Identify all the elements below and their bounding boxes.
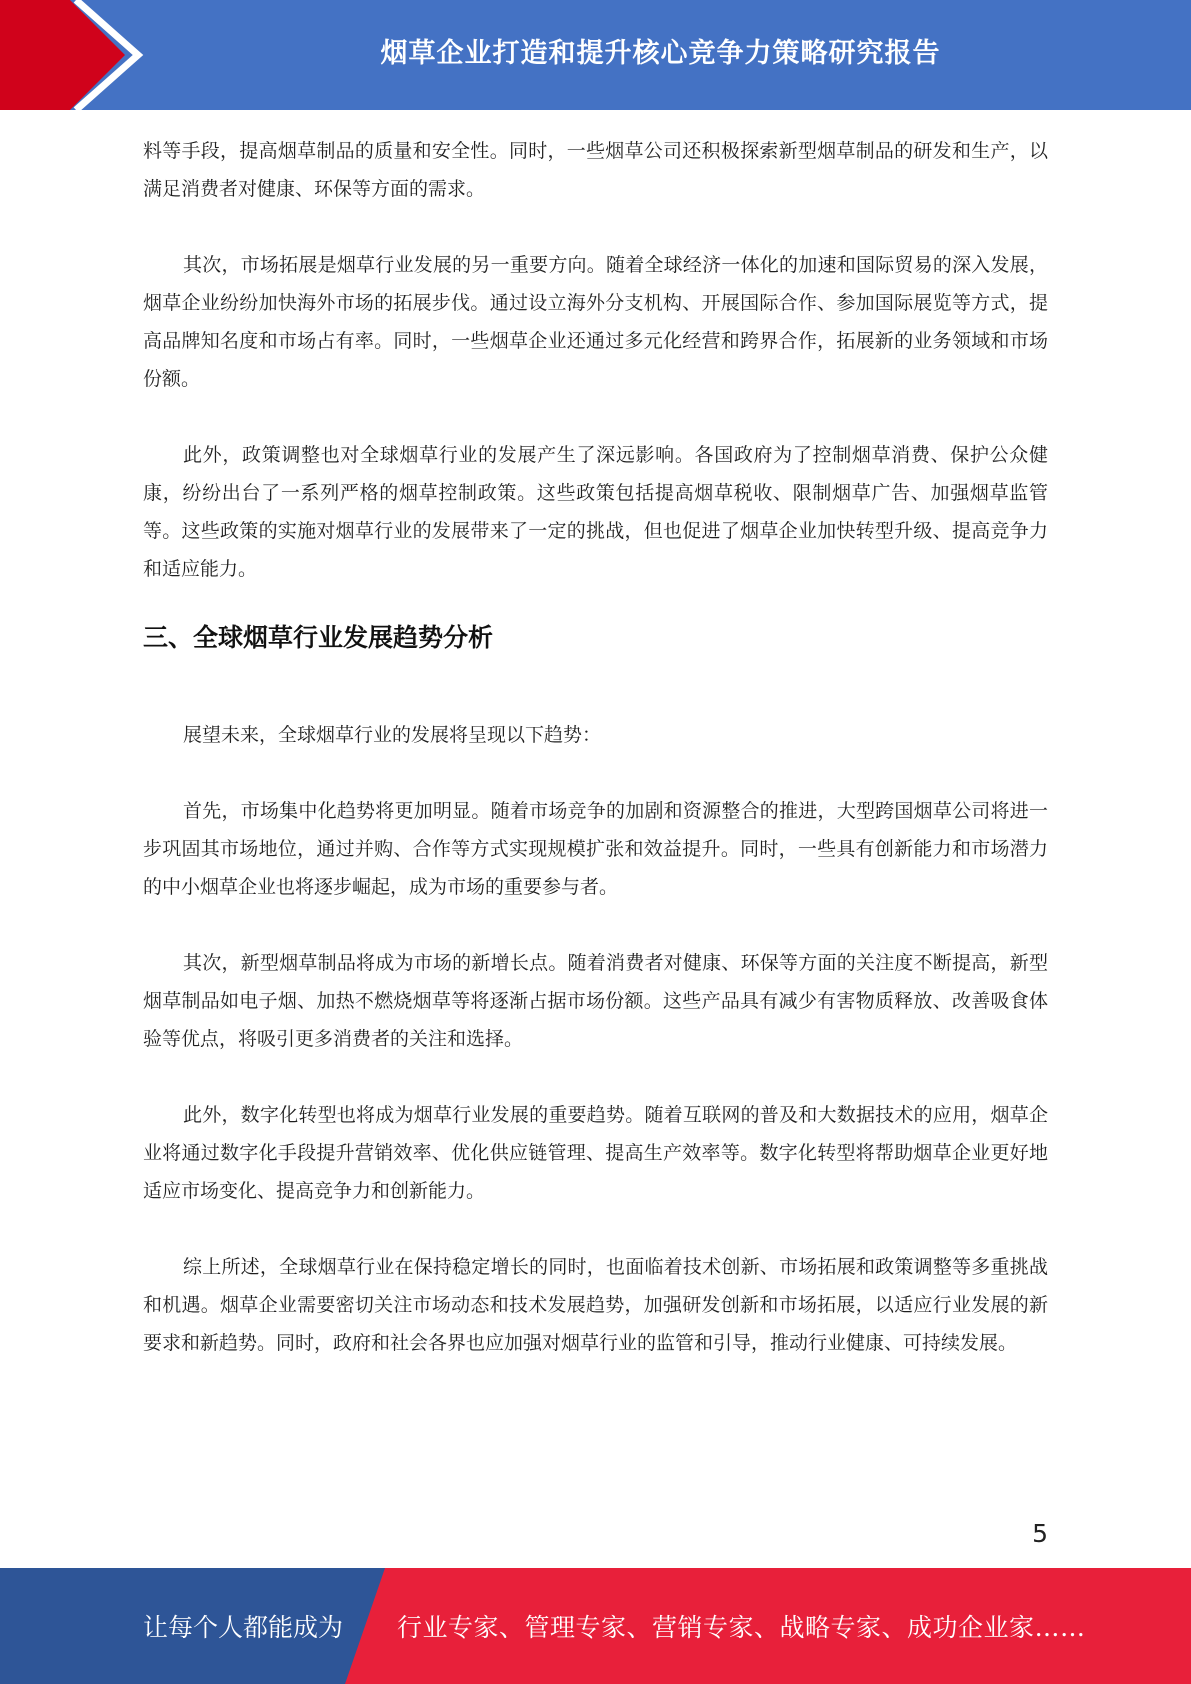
page-header-banner xyxy=(0,0,1191,110)
body-paragraph: 展望未来，全球烟草行业的发展将呈现以下趋势： xyxy=(183,724,602,746)
page-number: 5 xyxy=(1032,1519,1048,1548)
report-title: 烟草企业打造和提升核心竞争力策略研究报告 xyxy=(380,37,941,69)
body-paragraph: 综上所述，全球烟草行业在保持稳定增长的同时，也面临着技术创新、市场拓展和政策调整等多重挑战和机遇。烟草企业需要密切关注市场动态和技术发展趋势，加强研发创新和市场拓展，以适应行业发展的新要求和新趋势。同时，政府和社会各界也应加强对烟草行业的监管和引导，推动行业健康、可持续发展。 xyxy=(143,1256,1048,1354)
footer-slogan-left: 让每个人都能成为 xyxy=(143,1613,344,1642)
document-body xyxy=(143,132,1048,1362)
section-heading: 三、全球烟草行业发展趋势分析 xyxy=(143,623,494,652)
body-paragraph: 此外，数字化转型也将成为烟草行业发展的重要趋势。随着互联网的普及和大数据技术的应用，烟草企业将通过数字化手段提升营销效率、优化供应链管理、提高生产效率等。数字化转型将帮助烟草企业更好地适应市场变化、提高竞争力和创新能力。 xyxy=(143,1104,1048,1202)
body-paragraph: 其次，市场拓展是烟草行业发展的另一重要方向。随着全球经济一体化的加速和国际贸易的深入发展，烟草企业纷纷加快海外市场的拓展步伐。通过设立海外分支机构、开展国际合作、参加国际展览等方式，提高品牌知名度和市场占有率。同时，一些烟草企业还通过多元化经营和跨界合作，拓展新的业务领域和市场份额。 xyxy=(143,254,1048,390)
body-paragraph: 料等手段，提高烟草制品的质量和安全性。同时，一些烟草公司还积极探索新型烟草制品的研发和生产，以满足消费者对健康、环保等方面的需求。 xyxy=(143,140,1048,200)
body-paragraph: 其次，新型烟草制品将成为市场的新增长点。随着消费者对健康、环保等方面的关注度不断提高，新型烟草制品如电子烟、加热不燃烧烟草等将逐渐占据市场份额。这些产品具有减少有害物质释放、改善吸食体验等优点，将吸引更多消费者的关注和选择。 xyxy=(143,952,1048,1050)
body-paragraph: 此外，政策调整也对全球烟草行业的发展产生了深远影响。各国政府为了控制烟草消费、保护公众健康，纷纷出台了一系列严格的烟草控制政策。这些政策包括提高烟草税收、限制烟草广告、加强烟草监管等。这些政策的实施对烟草行业的发展带来了一定的挑战，但也促进了烟草企业加快转型升级、提高竞争力和适应能力。 xyxy=(143,444,1048,580)
page-footer-banner xyxy=(0,1568,1191,1684)
body-paragraph: 首先，市场集中化趋势将更加明显。随着市场竞争的加剧和资源整合的推进，大型跨国烟草公司将进一步巩固其市场地位，通过并购、合作等方式实现规模扩张和效益提升。同时，一些具有创新能力和市场潜力的中小烟草企业也将逐步崛起，成为市场的重要参与者。 xyxy=(143,800,1048,898)
footer-slogan-right: 行业专家、管理专家、营销专家、战略专家、成功企业家…… xyxy=(397,1613,1086,1642)
